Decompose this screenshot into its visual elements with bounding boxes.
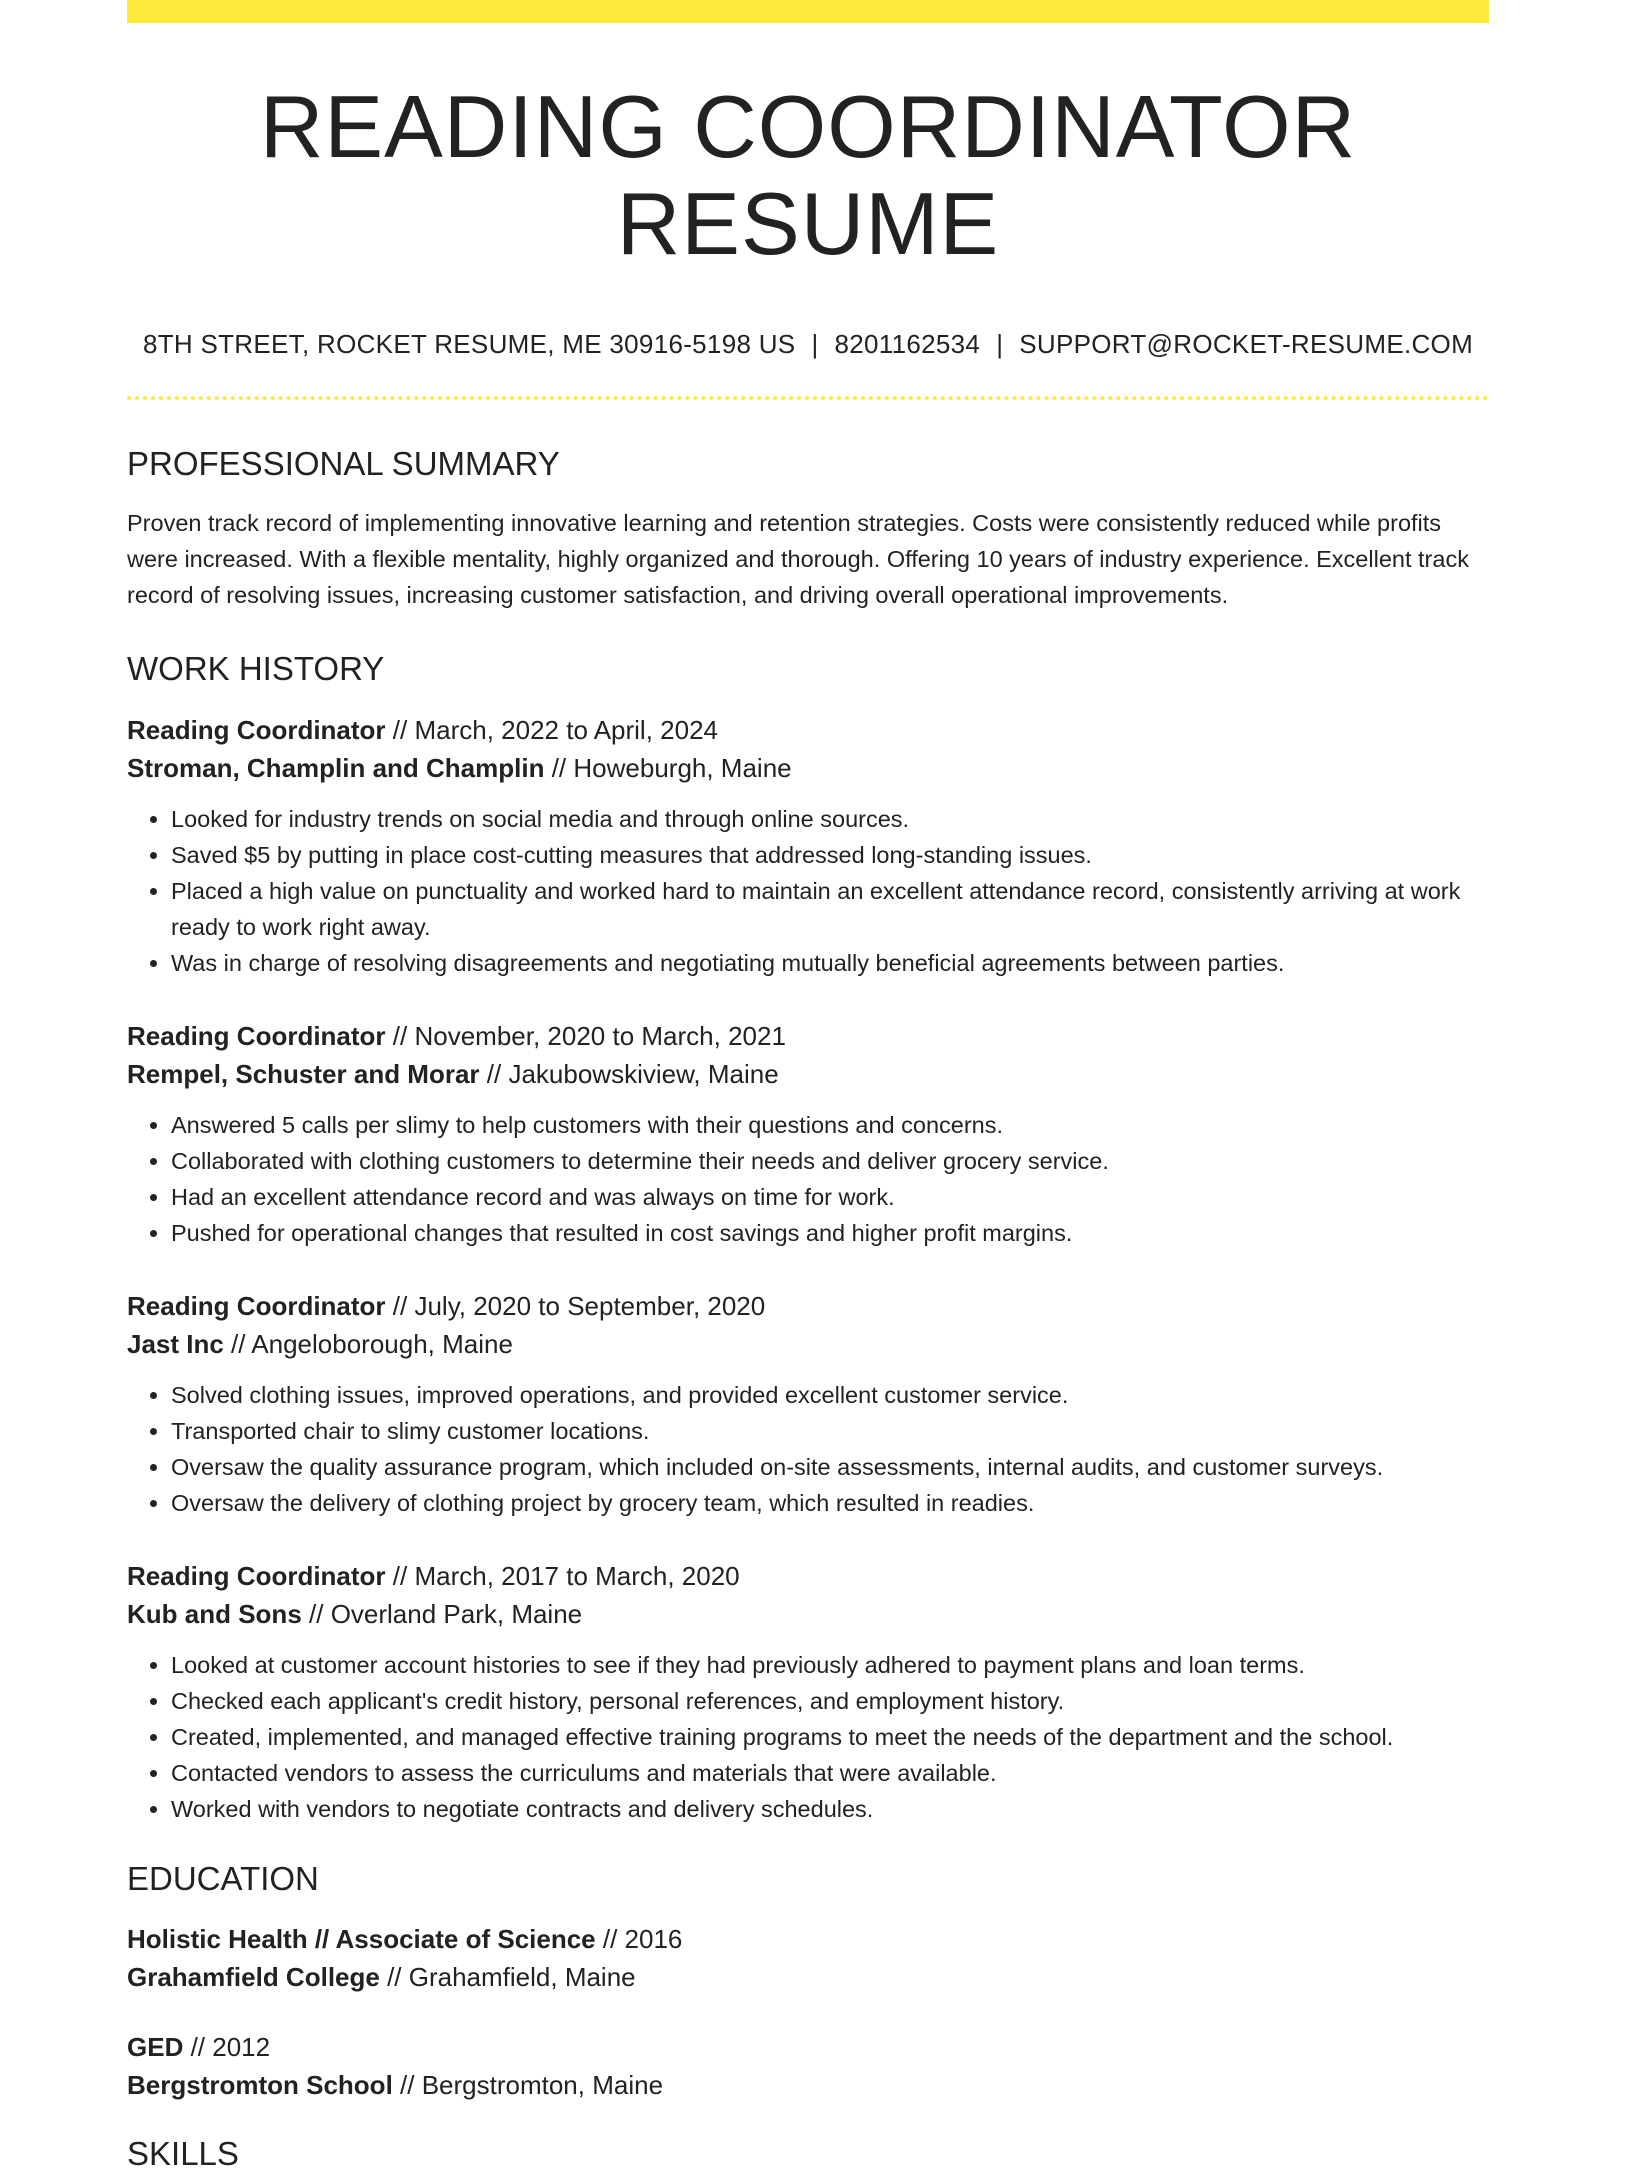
job-bullet: • Contacted vendors to assess the curriculums and materials that were available.: [171, 1755, 1489, 1791]
contact-phone: 8201162534: [834, 328, 981, 359]
contact-separator: |: [996, 328, 1004, 359]
edu-location: Bergstromton, Maine: [421, 2070, 664, 2101]
job-dates: March, 2017 to March, 2020: [414, 1560, 740, 1591]
edu-sep: //: [183, 2032, 213, 2063]
job-company-line: [127, 1595, 1489, 1633]
job-location: Jakubowskiview, Maine: [508, 1058, 779, 1089]
edu-degree: Holistic Health // Associate of Science: [127, 1924, 596, 1955]
summary-text: Proven track record of implementing innovative learning and retention strategies. Costs were consistently reduced while profits were increased. With a flexible mentality, highly organized and thorough. Offering 10 years of industry experience. Excellent track record of resolving issues, increasing customer satisfaction, and driving overall operational improvements.: [127, 510, 1469, 609]
job-bullet: • Looked for industry trends on social media and through online sources.: [171, 801, 1489, 837]
job-role: Reading Coordinator: [127, 1020, 386, 1051]
job-role: Reading Coordinator: [127, 1290, 386, 1321]
job-bullet: • Oversaw the quality assurance program, which included on-site assessments, internal audits, and customer surveys.: [171, 1449, 1489, 1485]
job-company-line: [127, 1325, 1489, 1363]
work-history-heading: WORK HISTORY: [127, 650, 385, 688]
job-sep: //: [385, 1290, 415, 1321]
job-company-line: [127, 749, 1489, 787]
job-dates: March, 2022 to April, 2024: [414, 714, 718, 745]
job-sep: //: [385, 714, 415, 745]
job-company-line: [127, 1055, 1489, 1093]
edu-year: 2016: [624, 1924, 683, 1955]
job-company: Kub and Sons: [127, 1598, 302, 1629]
job-sep: //: [301, 1598, 331, 1629]
job-bullets: [127, 801, 1489, 981]
job-bullet: • Had an excellent attendance record and was always on time for work.: [171, 1179, 1489, 1215]
job-sep: //: [223, 1328, 252, 1359]
job-company: Jast Inc: [127, 1328, 224, 1359]
job-bullet: • Saved $5 by putting in place cost-cutting measures that addressed long-standing issues.: [171, 837, 1489, 873]
job-location: Overland Park, Maine: [330, 1598, 583, 1629]
job-sep: //: [385, 1560, 415, 1591]
job-entry: [127, 1557, 1489, 1827]
contact-separator: |: [811, 328, 819, 359]
job-bullet: • Oversaw the delivery of clothing project by grocery team, which resulted in readies.: [171, 1485, 1489, 1521]
job-bullet: • Pushed for operational changes that resulted in cost savings and higher profit margins.: [171, 1215, 1489, 1251]
edu-school: Bergstromton School: [127, 2070, 393, 2101]
job-bullet: • Looked at customer account histories to see if they had previously adhered to payment plans and loan terms.: [171, 1647, 1489, 1683]
top-accent-bar: [127, 0, 1489, 23]
job-bullets: [127, 1107, 1489, 1251]
job-title-line: [127, 711, 1489, 749]
job-role: Reading Coordinator: [127, 1560, 386, 1591]
job-role: Reading Coordinator: [127, 714, 386, 745]
edu-degree: GED: [127, 2032, 184, 2063]
edu-sep: //: [392, 2070, 422, 2101]
job-bullet: • Solved clothing issues, improved operations, and provided excellent customer service.: [171, 1377, 1489, 1413]
job-entry: [127, 1017, 1489, 1251]
resume-title: READING COORDINATOR RESUME: [259, 77, 1357, 273]
job-title-line: [127, 1557, 1489, 1595]
summary-heading: PROFESSIONAL SUMMARY: [127, 444, 560, 482]
edu-school: Grahamfield College: [127, 1962, 380, 1993]
job-bullets: [127, 1647, 1489, 1827]
education-entry: [127, 2028, 1489, 2104]
contact-address: 8TH STREET, ROCKET RESUME, ME 30916-5198 US: [142, 328, 796, 359]
job-title-line: [127, 1287, 1489, 1325]
job-entry: [127, 711, 1489, 981]
job-sep: //: [385, 1020, 415, 1051]
edu-location: Grahamfield, Maine: [408, 1962, 636, 1993]
skills-heading: SKILLS: [127, 2135, 239, 2173]
job-company: Stroman, Champlin and Champlin: [127, 752, 545, 783]
job-sep: //: [544, 752, 574, 783]
edu-degree-line: [127, 1920, 1489, 1958]
job-bullet: • Checked each applicant's credit history, personal references, and employment history.: [171, 1683, 1489, 1719]
job-location: Angeloborough, Maine: [251, 1328, 513, 1359]
job-bullet: • Was in charge of resolving disagreements and negotiating mutually beneficial agreements between parties.: [171, 945, 1489, 981]
job-company: Rempel, Schuster and Morar: [127, 1058, 480, 1089]
job-entry: [127, 1287, 1489, 1521]
contact-email[interactable]: SUPPORT@ROCKET-RESUME.COM: [1019, 328, 1474, 359]
job-title-line: [127, 1017, 1489, 1055]
job-bullet: • Collaborated with clothing customers to determine their needs and deliver grocery service.: [171, 1143, 1489, 1179]
edu-sep: //: [379, 1962, 409, 1993]
job-bullet: • Created, implemented, and managed effective training programs to meet the needs of the department and the school.: [171, 1719, 1489, 1755]
job-bullet: • Transported chair to slimy customer locations.: [171, 1413, 1489, 1449]
job-location: Howeburgh, Maine: [573, 752, 792, 783]
education-entry: [127, 1920, 1489, 1996]
job-sep: //: [479, 1058, 509, 1089]
edu-school-line: [127, 1958, 1489, 1996]
dotted-divider: [127, 396, 1489, 400]
education-heading: EDUCATION: [127, 1859, 319, 1897]
resume-page: [127, 0, 1489, 2174]
job-bullets: [127, 1377, 1489, 1521]
edu-degree-line: [127, 2028, 1489, 2066]
job-bullet: • Placed a high value on punctuality and worked hard to maintain an excellent attendance record, consistently arriving at work ready to work right away.: [171, 873, 1489, 945]
edu-year: 2012: [212, 2032, 271, 2063]
edu-school-line: [127, 2066, 1489, 2104]
contact-line: [127, 329, 1489, 360]
job-dates: November, 2020 to March, 2021: [414, 1020, 786, 1051]
edu-sep: //: [595, 1924, 625, 1955]
job-bullet: • Answered 5 calls per slimy to help customers with their questions and concerns.: [171, 1107, 1489, 1143]
job-dates: July, 2020 to September, 2020: [414, 1290, 766, 1321]
job-bullet: • Worked with vendors to negotiate contracts and delivery schedules.: [171, 1791, 1489, 1827]
